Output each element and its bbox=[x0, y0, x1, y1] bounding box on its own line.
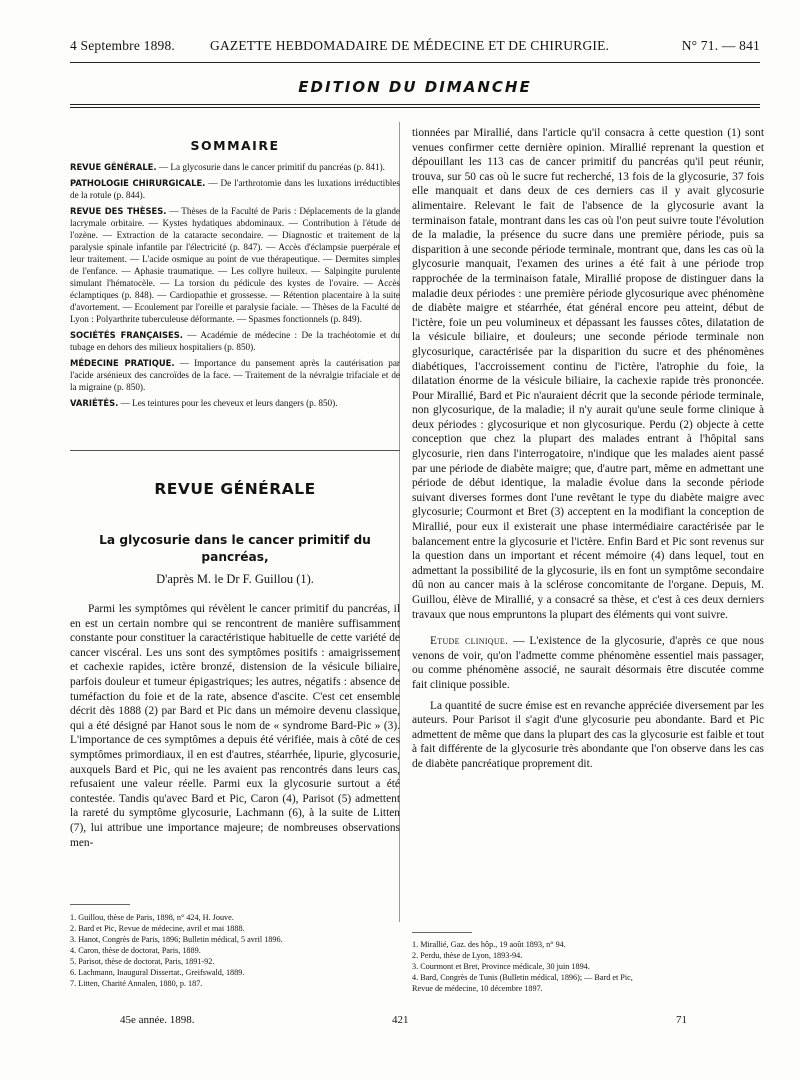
footnote: 1. Guillou, thèse de Paris, 1898, n° 424, H. Jouve. bbox=[70, 913, 234, 922]
sommaire-item-text: — La glycosurie dans le cancer primitif du pancréas (p. 841). bbox=[156, 162, 385, 172]
footnote: 7. Litten, Charité Annalen, 1880, p. 187. bbox=[70, 979, 203, 988]
journal-title: GAZETTE HEBDOMADAIRE DE MÉDECINE ET DE CHIRURGIE. bbox=[210, 38, 610, 53]
subsection-head: Etude clinique. bbox=[430, 635, 509, 648]
header-rule-double bbox=[70, 107, 760, 108]
article-title: La glycosurie dans le cancer primitif du pancréas, bbox=[99, 533, 371, 564]
article-body-right bbox=[412, 126, 764, 772]
sommaire-item-text: — Thèses de la Faculté de Paris : Déplacements de la glande lacrymale orbitaire. — Kystes hydatiques abdominaux. — Contribution à l'étude de l'ozène. — Extraction de la cataracte secondaire. — Diagnostic et traitement de la paralysie spinale infantile par l'électricité (p. 847). — Accès d'éclampsie puerpérale et leur traitement. — L'acide osmique au point de vue thérapeutique. — Dermites simples de l'enfance. — Aphasie traumatique. — Les collyre huileux. — Salpingite purulente simulant l'hématocèle. — La torsion du pédicule des kystes de l'ovaire. — Accès éclamptiques (p. 848). — Cardiopathie et grossesse. — Rétention placentaire à la suite d'avortement. — Ecoulement par l'oreille et paralysie faciale. — Thèses de la Faculté de Lyon : Polyarthrite tuberculeuse déformante. — Spasmes fonctionnels (p. 849). bbox=[70, 206, 400, 324]
sommaire-item-text: — Les teintures pour les cheveux et leurs dangers (p. 850). bbox=[118, 398, 338, 408]
running-header bbox=[70, 38, 760, 56]
paragraph: Parmi les symptômes qui révèlent le cancer primitif du pancréas, il en est un certain nombre qui se rencontrent de manière suffisamment constante pour constituer la caractéristique habituelle de cette variété de cancer viscéral. Les uns sont des symptômes positifs : amaigrissement et cachexie rapides, ictère bronzé, distension de la vésicule biliaire, parfois douleur et tumeur épigastriques; les autres, négatifs : absence de tuméfaction du foie et de la rate, absence d'ascite. C'est cet ensemble décrit dès 1888 (2) par Bard et Pic dans un mémoire devenu classique, qui a été désigné par Hanot sous le nom de « syndrome Bard-Pic » (3). L'importance de ces symptômes a depuis été vérifiée, mais à côté de ces symptômes primordiaux, il en est d'autres, stéarrhée, lipurie, glycosurie, auxquels Bard et Pic, qui ne les avaient pas rencontrés dans leurs cas, refusaient une valeur réelle. Parmi eux la glycosurie surtout a été contestée. Tandis qu'avec Bard et Pic, Caron (4), Parisot (5) admettent la rareté du symptôme glycosurie, Lachmann (6), à la suite de Litten (7), lui attribue une importance majeure; de nombreuses observations men- bbox=[70, 603, 400, 849]
footnote: Revue de médecine, 10 décembre 1897. bbox=[412, 984, 543, 993]
sommaire-item-text: — Académie de médecine : De la trachéotomie et du tubage en dehors des milieux hospitaliers (p. 850). bbox=[70, 330, 400, 352]
footnote: 2. Perdu, thèse de Lyon, 1893-94. bbox=[412, 951, 523, 960]
footnotes-left bbox=[70, 912, 400, 989]
footnote: 4. Caron, thèse de doctorat, Paris, 1889. bbox=[70, 946, 201, 955]
volume-year: 45e année. 1898. bbox=[120, 1014, 195, 1026]
footnote: 3. Courmont et Bret, Province médicale, 30 juin 1894. bbox=[412, 962, 590, 971]
paragraph: tionnées par Mirallié, dans l'article qu'il consacra à cette question (1) sont venues confirmer cette dernière opinion. Mirallié reprenant la question et dépouillant les 113 cas de cancer primitif du pancréas qu'il peut réunir, trouva, sur 50 cas où le sucre fut recherché, 13 fois de la glycosurie, 37 fois elle manquait et dans deux de ces derniers cas il y avait glycosurie alimentaire. Relevant le fait de l'absence de la glycosurie avant la terminaison fatale, montrant dans les cas où l'on peut suivre toute l'évolution de la maladie, la présence du sucre dans une première période, puis sa disparition à une seconde période terminale, montrant que, dans les cas où la glycosurie manquait, l'examen des urines a été fait à une période trop rapprochée de la terminaison fatale, Mirallié propose de distinguer dans la maladie deux périodes : une première période glycosurique avec phénomène de diabète maigre et stéarrhée, état général encore peu atteint, début de l'ictère, foie un peu volumineux et dépassant les fausses côtes, dilatation de la vésicule biliaire, et douleurs; une seconde période terminale non glycosurique, caractérisée par la disparition du sucre et des phénomènes diabétiques, l'accroissement continu de l'ictère, l'atrophie du foie, la dilatation énorme de la vésicule biliaire, la cachexie rapide très prononcée. Pour Mirallié, Bard et Pic n'auraient décrit que la seconde période terminale, non glycosurique, de la maladie; il n'y aurait qu'une seule forme clinique à deux périodes : glycosurique et non glycosurique. Perdu (2) objecte à cette conception que chez la plupart des malades entrant à l'hôpital sans glycosurie, rien dans l'interrogatoire, n'indique que les malades aient passé par une période de diabète maigre; que, d'autre part, même en admettant une période de début identique, la maladie évolue dans la seconde période suivant diverses formes dont l'une revêtant le type du diabète maigre avec glycosurie; Courmont et Bret (3) acceptent en la modifiant la conception de Mirallié, pour eux il existerait une phase intermédiaire caractérisée par le balancement entre la glycosurie et l'ictère. Enfin Bard et Pic sont revenus sur la question dans un important et récent mémoire (4) dans lequel, tout en admettant la possibilité de la glycosurie, ils en font un symptôme secondaire dû non au cancer mais à la sclérose concomitante de l'organe. Depuis, M. Guillou, élève de Mirallié, y a consacré sa thèse, et c'est à ces deux derniers travaux que nous empruntons la plupart des éléments qui vont suivre. bbox=[412, 127, 764, 621]
paragraph bbox=[412, 634, 764, 692]
edition-banner: EDITION DU DIMANCHE bbox=[298, 78, 532, 96]
footnotes-right bbox=[412, 939, 764, 994]
sommaire-item-head: REVUE DES THÈSES. bbox=[70, 206, 167, 216]
right-column bbox=[412, 126, 764, 993]
sommaire-divider bbox=[70, 450, 400, 451]
sommaire-item-head: VARIÉTÉS. bbox=[70, 398, 119, 408]
sommaire-item-head: REVUE GÉNÉRALE. bbox=[70, 162, 157, 172]
header-rule-top bbox=[70, 62, 760, 63]
article-body-left bbox=[70, 602, 400, 850]
sommaire-item-text: — Importance du pansement après la cautérisation par l'acide arsénieux des cancroïdes de la face. — Traitement de la névralgie trifaciale et de la migraine (p. 850). bbox=[70, 358, 400, 392]
header-rule-bottom bbox=[70, 104, 760, 105]
sommaire-item-head: MÉDECINE PRATIQUE. bbox=[70, 358, 175, 368]
sommaire-item bbox=[70, 357, 400, 393]
footnote: 2. Bard et Pic, Revue de médecine, avril et mai 1888. bbox=[70, 924, 245, 933]
sheet-number: 421 bbox=[392, 1014, 409, 1026]
issue-number: N° 71. — 841 bbox=[681, 38, 760, 53]
section-title: REVUE GÉNÉRALE bbox=[154, 480, 316, 498]
paragraph-text: — L'existence de la glycosurie, d'après ce que nous venons de voir, qu'on l'admette comme phénomène essentiel mais passager, ou comme phénomène associé, ne saurait désormais être discutée comme fait clinique possible. bbox=[412, 635, 764, 691]
page-number: 71 bbox=[676, 1014, 687, 1026]
footnote: 5. Parisot, thèse de doctorat, Paris, 1891-92. bbox=[70, 957, 215, 966]
sommaire-item bbox=[70, 161, 400, 173]
sommaire-item-head: PATHOLOGIE CHIRURGICALE. bbox=[70, 178, 206, 188]
article-byline: D'après M. le Dr F. Guillou (1). bbox=[156, 572, 314, 586]
sommaire-item-text: — De l'arthrotomie dans les luxations irréductibles de la rotule (p. 844). bbox=[70, 178, 400, 200]
sommaire-item bbox=[70, 177, 400, 201]
sommaire-item bbox=[70, 205, 400, 325]
paragraph: La quantité de sucre émise est en revanche appréciée diversement par les auteurs. Pour Parisot il s'agit d'une glycosurie peu abondante. Bard et Pic admettent de même que dans la plupart des cas la glycosurie est faible et tout à fait différente de la glycosurie très abondante que l'on observe dans les cas de diabète pancréatique proprement dit. bbox=[412, 699, 764, 770]
sommaire-item-head: SOCIÉTÉS FRANÇAISES. bbox=[70, 330, 183, 340]
sommaire-item bbox=[70, 397, 400, 409]
footnote-rule bbox=[70, 904, 130, 905]
footnote: 6. Lachmann, Inaugural Dissertat., Greifswald, 1889. bbox=[70, 968, 245, 977]
footnote: 1. Mirallié, Gaz. des hôp., 19 août 1893, n° 94. bbox=[412, 940, 566, 949]
footnote: 3. Hanot, Congrès de Paris, 1896; Bulletin médical, 5 avril 1896. bbox=[70, 935, 283, 944]
sommaire-item bbox=[70, 329, 400, 353]
issue-date: 4 Septembre 1898. bbox=[70, 38, 176, 53]
footnote: 4. Bard, Congrès de Tunis (Bulletin médical, 1896); — Bard et Pic, bbox=[412, 973, 633, 982]
left-column bbox=[70, 126, 400, 988]
footnote-rule bbox=[412, 932, 472, 933]
sommaire-title: SOMMAIRE bbox=[190, 138, 280, 153]
